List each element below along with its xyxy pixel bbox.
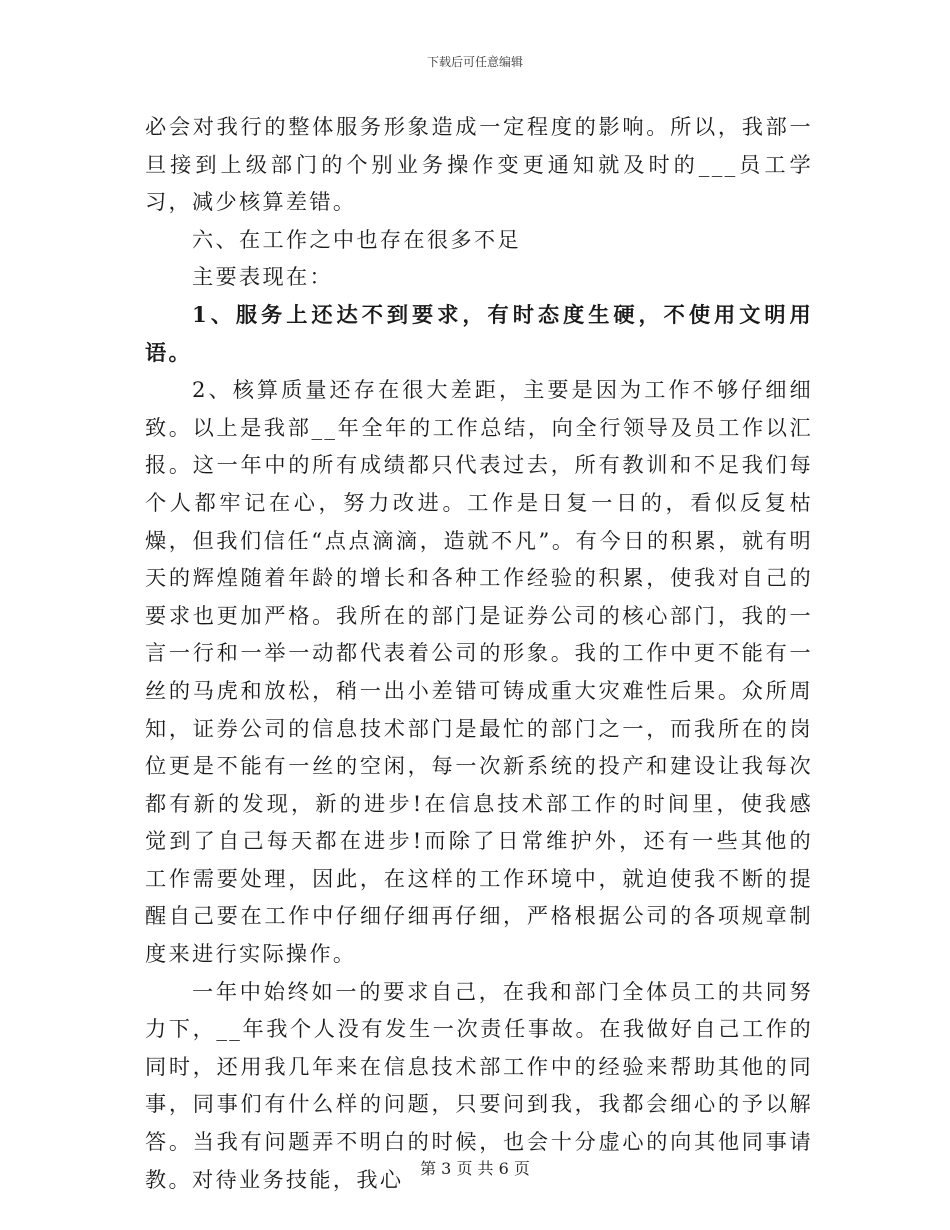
paragraph-continuation: 必会对我行的整体服务形象造成一定程度的影响。所以，我部一旦接到上级部门的个别业务操作变更通知就及时的___员工学习，减少核算差错。 — [145, 114, 813, 215]
page-number: 第 3 页 共 6 页 — [420, 1159, 530, 1178]
list-item-2: 2、核算质量还存在很大差距，主要是因为工作不够仔细细致。以上是我部__年全年的工作总结，向全行领导及员工作以汇报。这一年中的所有成绩都只代表过去，所有教训和不足我们每个人都牢记在心，努力改进。工作是日复一日的，看似反复枯燥，但我们信任“点点滴滴，造就不凡”。有今日的积累，就有明天的辉煌随着年龄的增长和各种工作经验的积累，使我对自己的要求也更加严格。我所在的部门是证券公司的核心部门，我的一言一行和一举一动都代表着公司的形象。我的工作中更不能有一丝的马虎和放松，稍一出小差错可铸成重大灾难性后果。众所周知，证券公司的信息技术部门是最忙的部门之一，而我所在的岗位更是不能有一丝的空闲，每一次新系统的投产和建设让我每次都有新的发现，新的进步!在信息技术部工作的时间里，使我感觉到了自己每天都在进步!而除了日常维护外，还有一些其他的工作需要处理，因此，在这样的工作环境中，就迫使我不断的提醒自己要在工作中仔细仔细再仔细，严格根据公司的各项规章制度来进行实际操作。 — [145, 377, 813, 967]
list-item-1: 1、服务上还达不到要求，有时态度生硬，不使用文明用语。 — [145, 301, 813, 365]
section-heading: 六、在工作之中也存在很多不足 — [192, 226, 521, 252]
page-header-note: 下载后可任意编辑 — [426, 55, 523, 69]
document-body — [145, 108, 813, 1198]
paragraph-body: 一年中始终如一的要求自己，在我和部门全体员工的共同努力下，__年我个人没有发生一次责任事故。在我做好自己工作的同时，还用我几年来在信息技术部工作中的经验来帮助其他的同事，同事们有什么样的问题，只要问到我，我都会细心的予以解答。当我有问题弄不明白的时候，也会十分虚心的向其他同事请教。对待业务技能，我心 — [145, 978, 813, 1192]
paragraph-intro: 主要表现在： — [192, 264, 333, 290]
